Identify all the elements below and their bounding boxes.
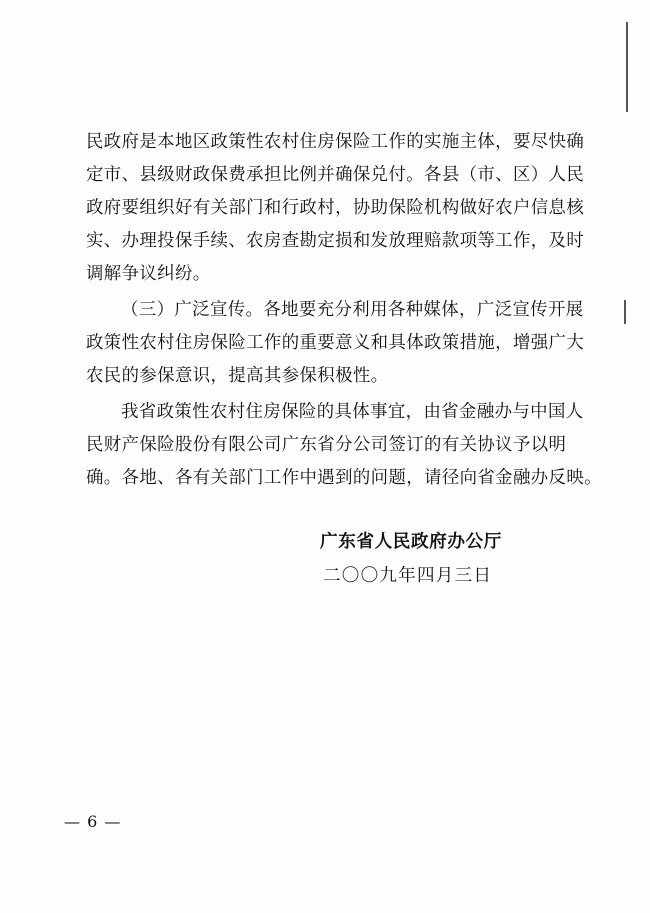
text-line: 政策性农村住房保险工作的重要意义和具体政策措施，增强广大 (86, 333, 585, 353)
text-line: 我省政策性农村住房保险的具体事宜，由省金融办与中国人 (121, 402, 584, 422)
text-line: 民财产保险股份有限公司广东省分公司签订的有关协议予以明 (86, 435, 567, 455)
page-number: — 6 — (64, 812, 122, 831)
issue-date: 二〇〇九年四月三日 (323, 566, 493, 586)
text-line: （三）广泛宣传。各地要充分利用各种媒体，广泛宣传开展 (121, 300, 584, 320)
paragraph-implementation (86, 126, 585, 291)
text-line: 实、办理投保手续、农房查勘定损和发放理赔款项等工作，及时 (86, 231, 585, 251)
text-line: 政府要组织好有关部门和行政村，协助保险机构做好农户信息核 (86, 198, 585, 218)
paragraph-publicity (86, 294, 585, 393)
text-line: 民政府是本地区政策性农村住房保险工作的实施主体，要尽快确 (86, 132, 585, 152)
document-body (86, 126, 602, 495)
text-line: 调解争议纠纷。 (86, 264, 211, 284)
text-line: 农民的参保意识，提高其参保积极性。 (86, 366, 389, 386)
scan-margin-mark (626, 22, 628, 112)
text-line: 确。各地、各有关部门工作中遇到的问题，请径向省金融办反映。 (86, 468, 602, 488)
issuing-organization: 广东省人民政府办公厅 (320, 531, 502, 552)
scan-margin-mark (624, 300, 626, 324)
text-line: 定市、县级财政保费承担比例并确保兑付。各县（市、区）人民 (86, 165, 585, 185)
paragraph-specifics (86, 396, 602, 495)
